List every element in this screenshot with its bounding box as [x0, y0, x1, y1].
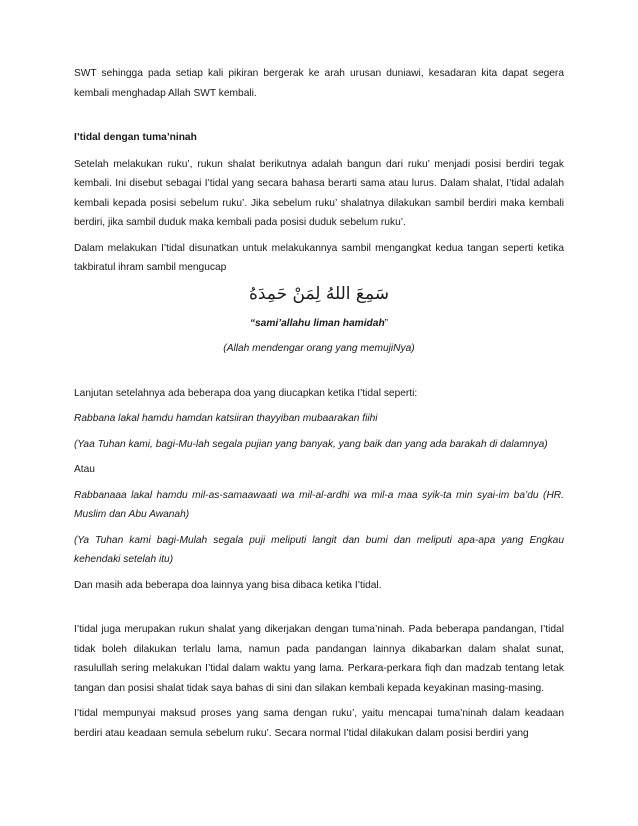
transliteration-text: “sami’allahu liman hamidah	[249, 317, 385, 329]
paragraph-maksud: I’tidal mempunyai maksud proses yang sama dengan ruku’, yaitu mencapai tuma’ninah dalam keadaan berdiri atau keadaan semula sebelum ruku’. Secara normal I’tidal dilakukan dalam posisi berdiri yang	[74, 708, 564, 739]
paragraph-doa-lainnya: Dan masih ada beberapa doa lainnya yang bisa dibaca ketika I’tidal.	[74, 579, 382, 591]
transliteration-close-quote: ”	[384, 317, 389, 329]
section-heading: I’tidal dengan tuma’ninah	[74, 132, 197, 143]
atau-label: Atau	[74, 464, 95, 475]
transliteration	[74, 314, 564, 334]
paragraph-ruku: Setelah melakukan ruku’, rukun shalat berikutnya adalah bangun dari ruku’ menjadi posisi berdiri tegak kembali. Ini disebut sebagai I’tidal yang secara bahasa berarti sama atau lurus. Dalam shalat, I’tidal adalah kembali kepada posisi sebelum ruku’. Jika sebelum ruku’ shalatnya dilakukan sambil berdiri maka kembali berdiri, jika sambil duduk maka kembali pada posisi duduk sebelum ruku’.	[74, 158, 564, 228]
paragraph-lanjutan: Lanjutan setelahnya ada beberapa doa yang diucapkan ketika I’tidal seperti:	[74, 387, 418, 399]
arabic-verse: سَمِعَ اللهُ لِمَنْ حَمِدَهُ	[248, 283, 390, 304]
translation: (Allah mendengar orang yang memujiNya)	[223, 343, 415, 354]
doa-2: Rabbanaaa lakal hamdu mil-as-samaawaati wa mil-al-ardhi wa mil-a maa syik-ta min syai-im ba’du (HR. Muslim dan Abu Awanah)	[74, 489, 564, 520]
paragraph-tumaninah: I’tidal juga merupakan rukun shalat yang dikerjakan dengan tuma’ninah. Pada beberapa pandangan, I’tidal tidak boleh dilakukan terlalu lama, namun pada pandangan lainnya dikabarkan dalam shalat sunat, rasulullah sering melakukan I’tidal dalam waktu yang lama. Perkara-perkara fiqh dan madzab tentang letak tangan dan posisi shalat tidak saya bahas di sini dan silakan kembali kepada keyakinan masing-masing.	[74, 624, 564, 694]
document-page	[74, 64, 564, 743]
intro-paragraph: SWT sehingga pada setiap kali pikiran bergerak ke arah urusan duniawi, kesadaran kita dapat segera kembali menghadap Allah SWT kembali.	[74, 68, 564, 99]
doa-1: Rabbana lakal hamdu hamdan katsiiran thayyiban mubaarakan fiihi	[74, 413, 378, 424]
doa-2-meaning: (Ya Tuhan kami bagi-Mulah segala puji meliputi langit dan bumi dan meliputi apa-apa yang Engkau kehendaki setelah itu)	[74, 534, 564, 565]
doa-1-meaning: (Yaa Tuhan kami, bagi-Mu-lah segala pujian yang banyak, yang baik dan yang ada barakah di dalamnya)	[74, 438, 548, 450]
paragraph-sunat: Dalam melakukan I’tidal disunatkan untuk melakukannya sambil mengangkat kedua tangan seperti ketika takbiratul ihram sambil mengucap	[74, 242, 564, 273]
